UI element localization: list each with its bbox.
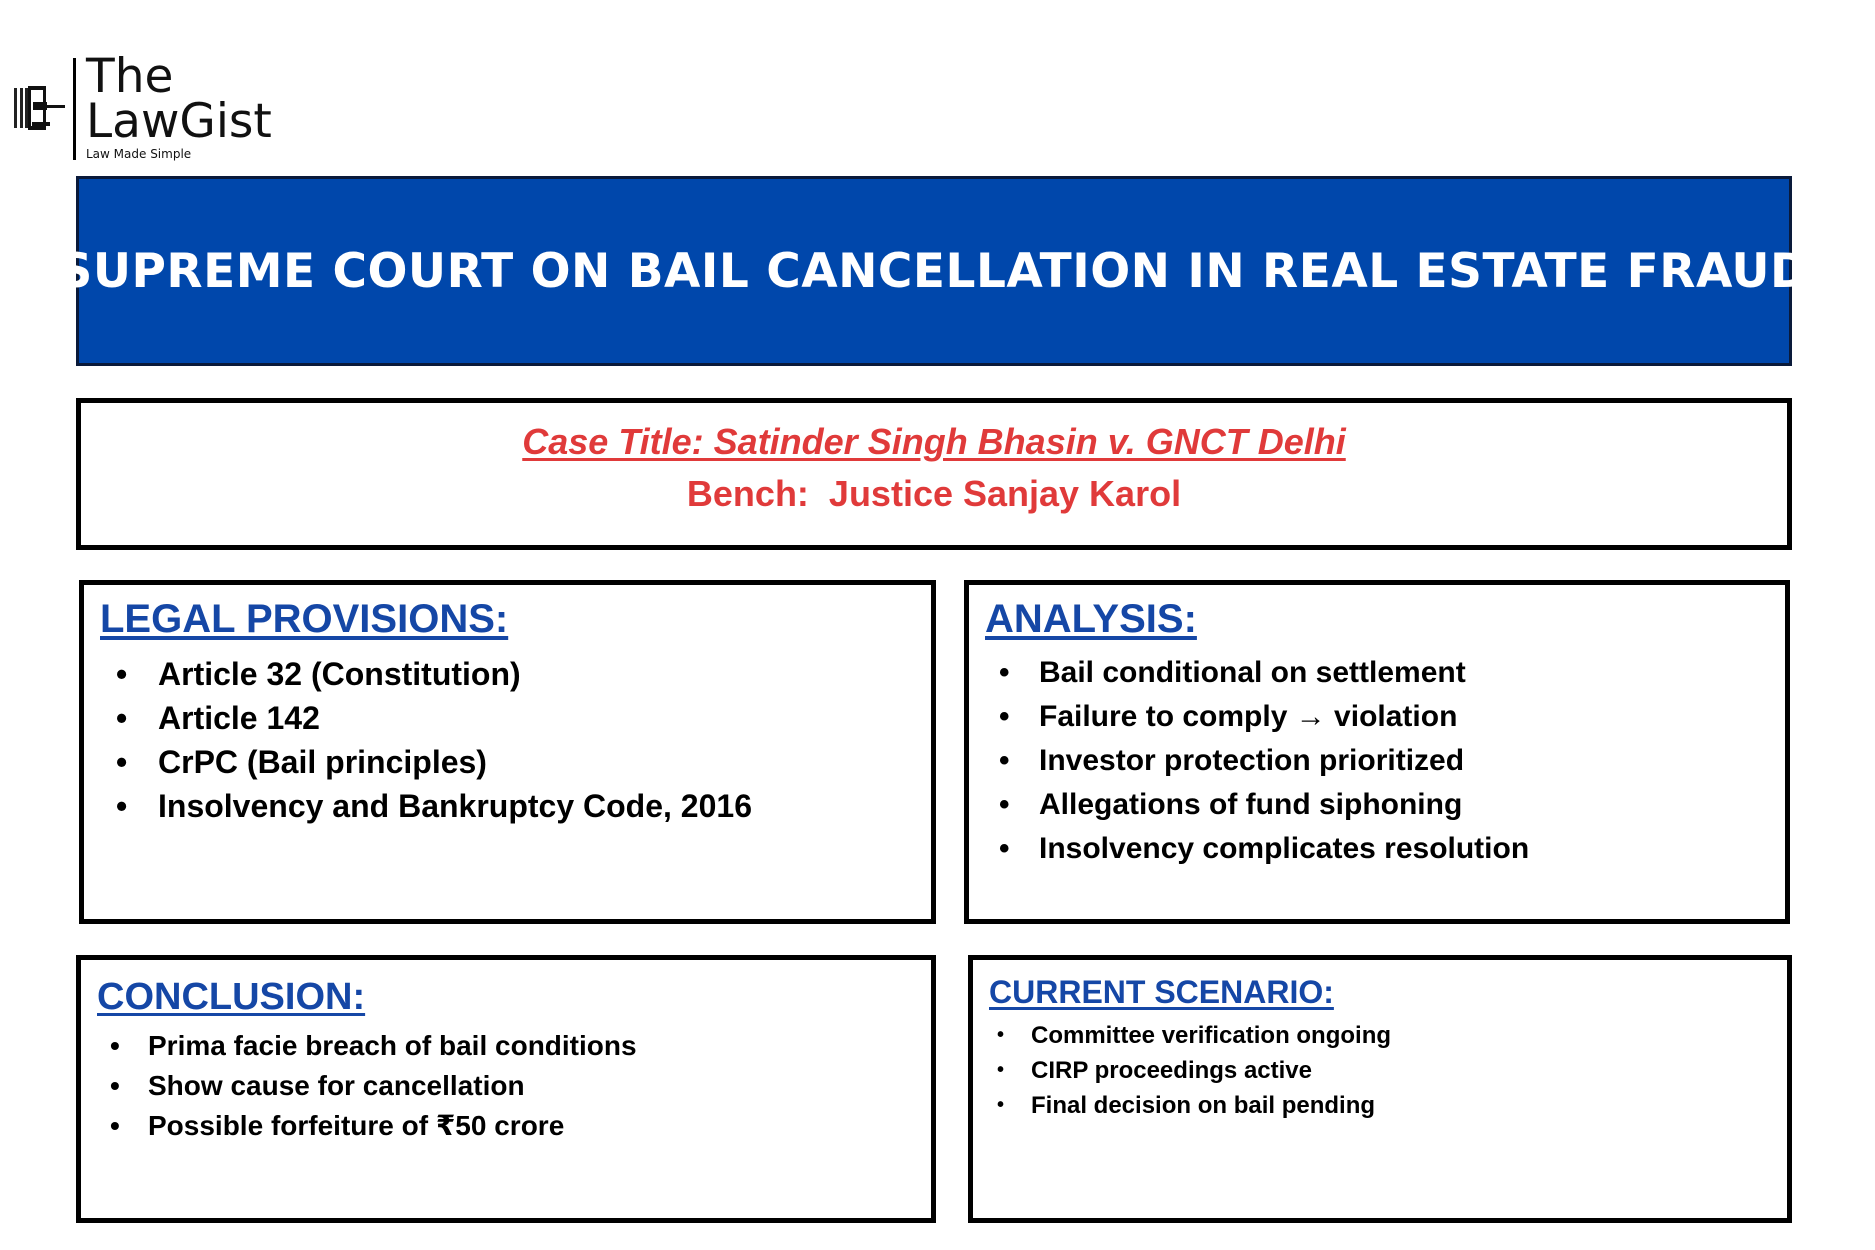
analysis-box: [964, 580, 1790, 924]
analysis-list: [1039, 651, 1529, 871]
conclusion-list: [148, 1026, 637, 1146]
list-item: • Allegations of fund siphoning: [1039, 783, 1529, 827]
current-scenario-box: [968, 955, 1792, 1223]
legal-provisions-heading: LEGAL PROVISIONS:: [100, 597, 509, 641]
title-banner: [58, 176, 1810, 366]
list-item: • Failure to comply → violation: [1039, 695, 1529, 739]
logo-wordmark: [86, 49, 272, 149]
list-item: • Article 32 (Constitution): [158, 652, 752, 696]
list-item: • Bail conditional on settlement: [1039, 651, 1529, 695]
list-item: • Article 142: [158, 696, 752, 740]
legal-provisions-box: [79, 580, 936, 924]
current-scenario-list: [1031, 1018, 1391, 1123]
book-gavel-icon: [12, 84, 68, 134]
list-item: • Committee verification ongoing: [1031, 1018, 1391, 1053]
list-item: • Insolvency and Bankruptcy Code, 2016: [158, 784, 752, 828]
logo-line-2: LawGist: [86, 94, 272, 149]
case-title: Case Title: Satinder Singh Bhasin v. GNCT Delhi: [522, 421, 1346, 462]
list-item: • Investor protection prioritized: [1039, 739, 1529, 783]
list-item: • Show cause for cancellation: [148, 1066, 637, 1106]
list-item: • Prima facie breach of bail conditions: [148, 1026, 637, 1066]
conclusion-box: [76, 955, 936, 1223]
list-item: • Final decision on bail pending: [1031, 1088, 1391, 1123]
list-item: • CrPC (Bail principles): [158, 740, 752, 784]
logo-tagline: Law Made Simple: [86, 147, 192, 161]
conclusion-heading: CONCLUSION:: [97, 976, 366, 1018]
current-scenario-heading: CURRENT SCENARIO:: [989, 974, 1334, 1010]
logo-line-1: The: [86, 49, 174, 104]
case-info-box: [76, 398, 1792, 550]
analysis-heading: ANALYSIS:: [985, 597, 1197, 641]
brand-logo: [12, 49, 282, 168]
legal-provisions-list: [158, 652, 752, 828]
page-title: SUPREME COURT ON BAIL CANCELLATION IN REAL ESTATE FRAUD: [58, 243, 1810, 299]
list-item: • Insolvency complicates resolution: [1039, 827, 1529, 871]
logo-divider: [73, 58, 76, 160]
case-bench: Bench: Justice Sanjay Karol: [686, 473, 1182, 514]
list-item: • Possible forfeiture of ₹50 crore: [148, 1106, 637, 1146]
list-item: • CIRP proceedings active: [1031, 1053, 1391, 1088]
